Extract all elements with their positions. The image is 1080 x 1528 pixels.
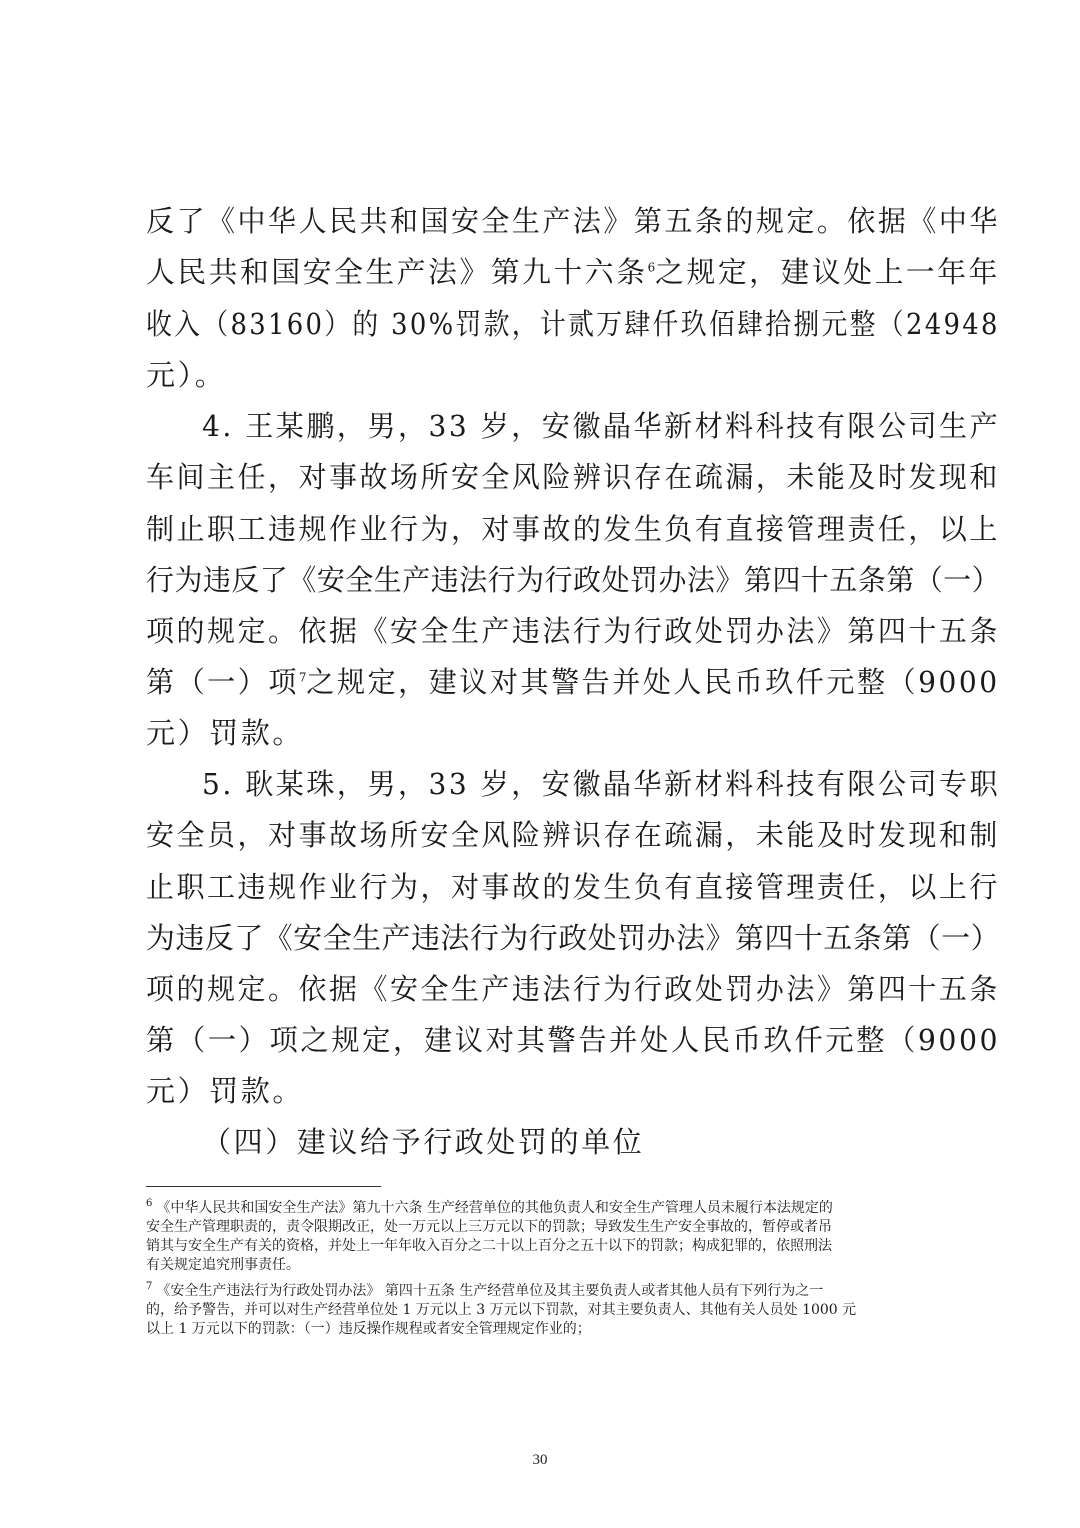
body-text: 第（一）项	[146, 665, 299, 699]
footnote-text: 《中华人民共和国安全生产法》第九十六条 生产经营单位的其他负责人和安全生产管理人员未履行本法规定的	[156, 1200, 833, 1216]
footnote-marker: 7	[298, 670, 307, 685]
body-line	[146, 254, 1000, 290]
body-line: 为违反了《安全生产违法行为行政处罚办法》第四十五条第（一）	[146, 921, 1001, 955]
body-line: 项的规定。依据《安全生产违法行为行政处罚办法》第四十五条	[146, 614, 1000, 648]
footnote-line: 安全生产管理职责的，责令限期改正，处一万元以上三万元以下的罚款；导致发生生产安全事故的，暂停或者吊	[146, 1219, 832, 1235]
page-number: 30	[532, 1452, 548, 1468]
body-line: 元）罚款。	[146, 716, 305, 750]
body-line: 4. 王某鹏，男，33 岁，安徽晶华新材料科技有限公司生产	[202, 409, 1001, 443]
footnote-text: 《安全生产违法行为行政处罚办法》 第四十五条 生产经营单位及其主要负责人或者其他人员有下列行为之一	[156, 1283, 824, 1299]
body-line: 制止职工违规作业行为，对事故的发生负有直接管理责任，以上	[146, 512, 1000, 546]
body-line: 安全员，对事故场所安全风险辨识存在疏漏，未能及时发现和制	[146, 818, 1000, 852]
body-line: 反了《中华人民共和国安全生产法》第五条的规定。依据《中华	[146, 204, 1000, 238]
body-line: 元）。	[146, 358, 227, 392]
footnote-line	[146, 1283, 823, 1300]
body-text: 人民共和国安全生产法》第九十六条	[146, 255, 648, 289]
footnote-marker: 6	[647, 260, 656, 275]
body-line: 项的规定。依据《安全生产违法行为行政处罚办法》第四十五条	[146, 972, 1000, 1006]
body-line: 第（一）项之规定，建议对其警告并处人民币玖仟元整（9000	[146, 1023, 1001, 1057]
footnote-number: 7	[146, 1281, 153, 1293]
footnote-divider	[146, 1186, 381, 1187]
body-line: 5. 耿某珠，男，33 岁，安徽晶华新材料科技有限公司专职	[202, 767, 1001, 801]
body-line: 车间主任，对事故场所安全风险辨识存在疏漏，未能及时发现和	[146, 460, 1000, 494]
body-line: 元）罚款。	[146, 1074, 305, 1108]
body-line: 行为违反了《安全生产违法行为行政处罚办法》第四十五条第（一）	[146, 563, 1001, 597]
body-text: 之规定，建议对其警告并处人民币玖仟元整（9000	[306, 665, 1000, 699]
footnote-line	[146, 1200, 833, 1217]
body-text: 之规定，建议处上一年年	[655, 255, 1000, 289]
footnote-number: 6	[146, 1198, 153, 1210]
footnote-line: 以上 1 万元以下的罚款：（一）违反操作规程或者安全管理规定作业的；	[146, 1321, 591, 1337]
body-line: 收入（83160）的 30%罚款，计贰万肆仟玖佰肆拾捌元整（24948	[146, 307, 1000, 341]
body-line	[146, 664, 1000, 700]
footnote-line: 有关规定追究刑事责任。	[146, 1257, 300, 1273]
footnote-line: 销其与安全生产有关的资格，并处上一年年收入百分之二十以上百分之五十以下的罚款；构成犯罪的，依照刑法	[146, 1238, 832, 1254]
footnote-line: 的，给予警告，并可以对生产经营单位处 1 万元以上 3 万元以下罚款，对其主要负责人、其他有关人员处 1000 元	[146, 1302, 857, 1318]
body-line: 止职工违规作业行为，对事故的发生负有直接管理责任，以上行	[146, 870, 1000, 904]
section-heading: （四）建议给予行政处罚的单位	[202, 1125, 645, 1159]
